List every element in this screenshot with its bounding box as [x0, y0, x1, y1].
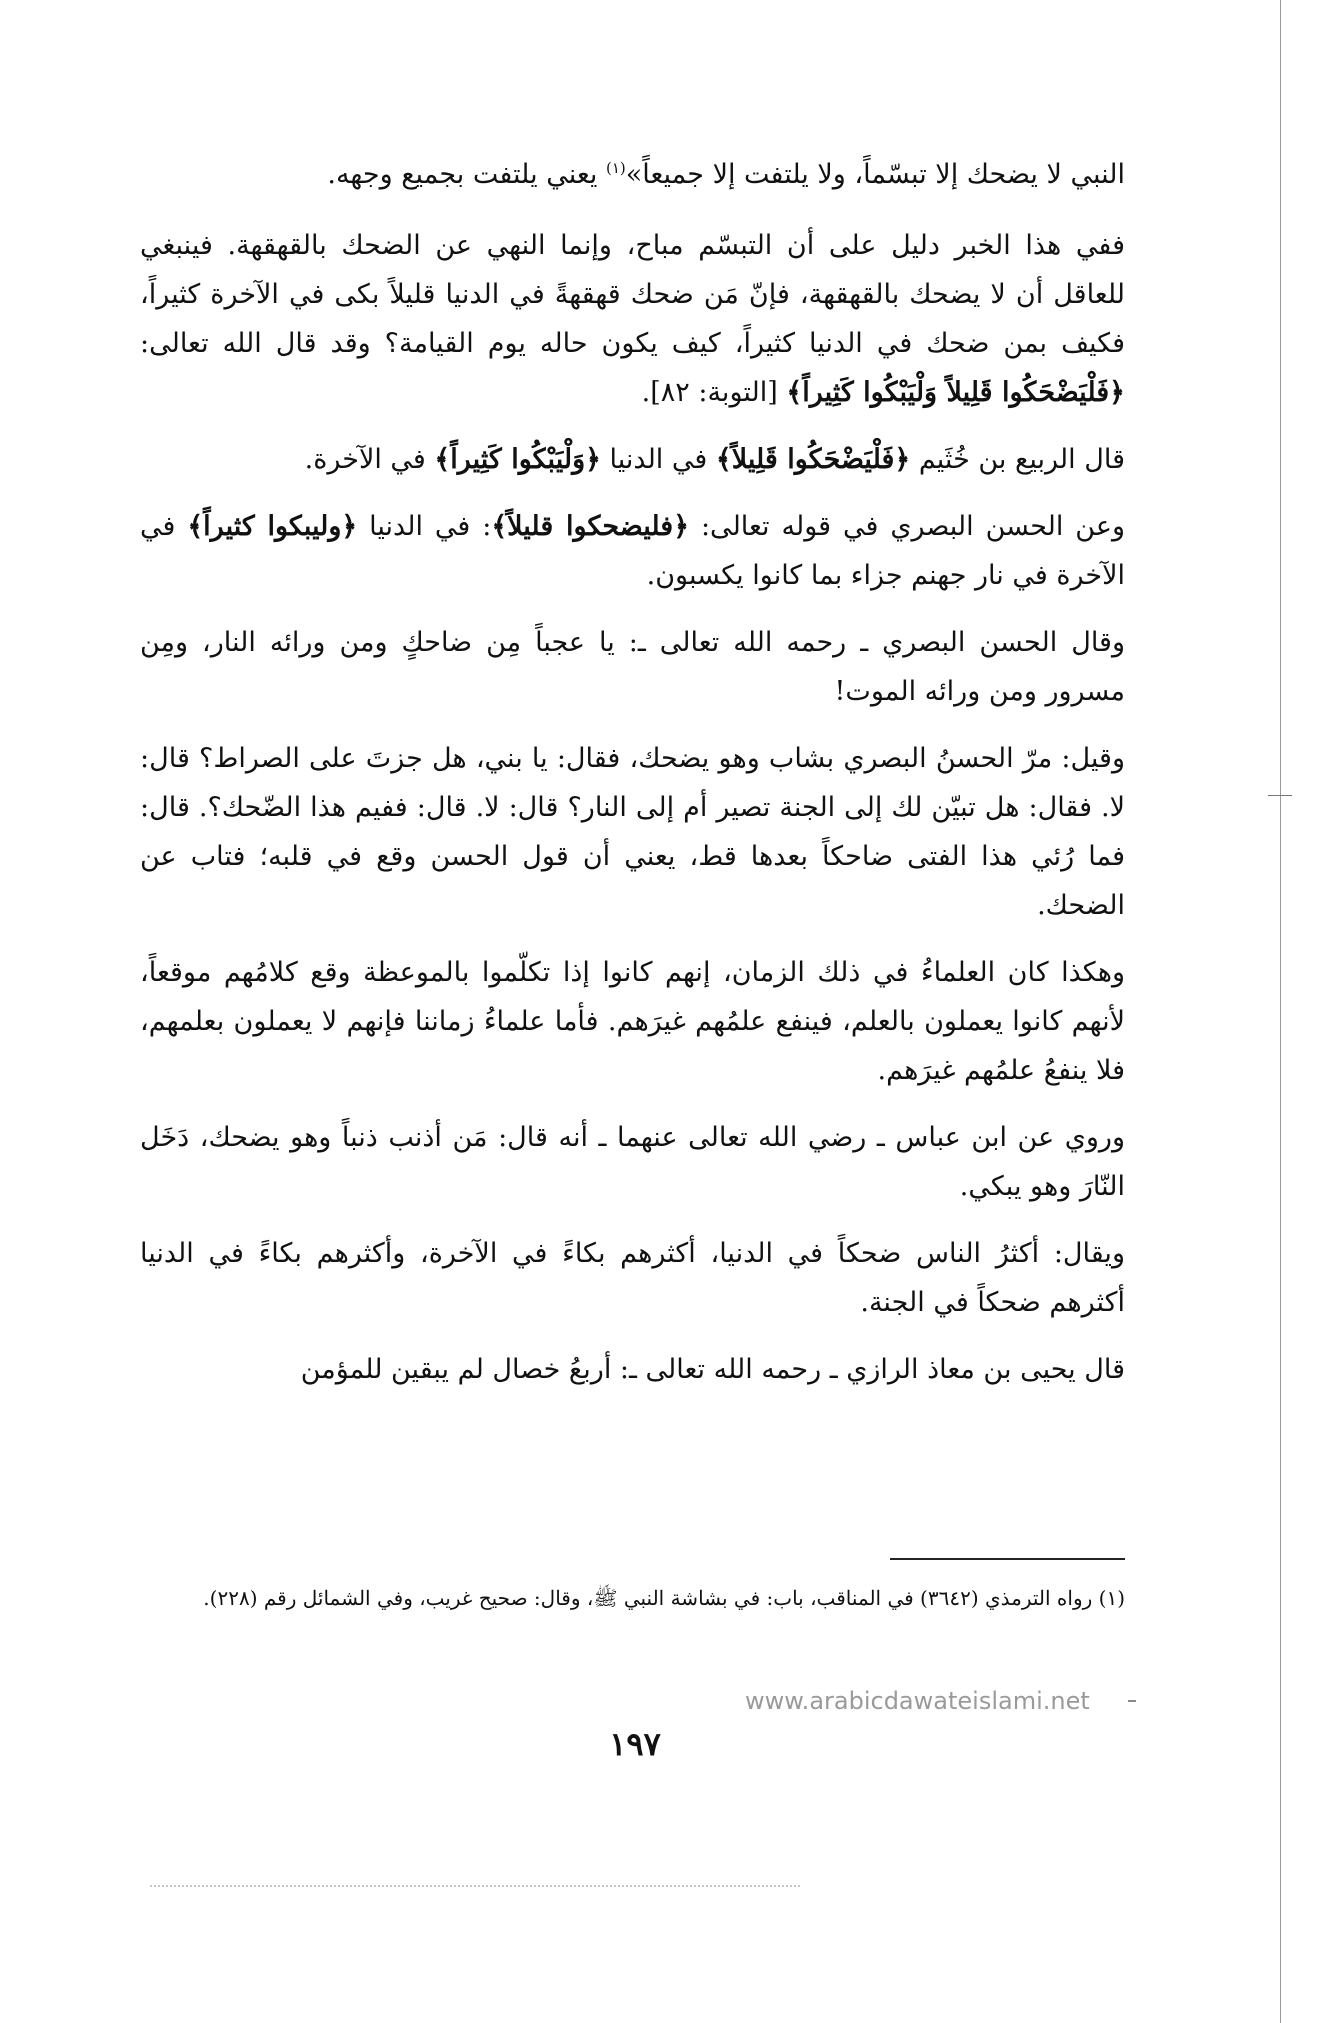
quran-verse: ﴿فَلْيَضْحَكُوا قَلِيلاً وَلْيَبْكُوا كَثِيراً﴾ [786, 377, 1125, 408]
page-edge-tick [1268, 795, 1292, 796]
paragraph-4: وعن الحسن البصري في قوله تعالى: ﴿فليضحكوا قليلاً﴾: في الدنيا ﴿وليبكوا كثيراً﴾ في الآخرة في نار جهنم جزاء بما كانوا يكسبون. [140, 511, 1126, 591]
paragraph-7: وهكذا كان العلماءُ في ذلك الزمان، إنهم كانوا إذا تكلّموا بالموعظة وقع كلامُهم موقعاً، لأنهم كانوا يعملون بالعلم، فينفع علمُهم غيرَهم. فأما علماءُ زماننا فإنهم لا يعملون بعلمهم، فلا ينفعُ علمُهم غيرَهم. [140, 957, 1125, 1086]
paragraph-1: النبي لا يضحك إلا تبسّماً، ولا يلتفت إلا جميعاً»$^{(١)}$ يعني يلتفت بجميع وجهه. [327, 159, 1125, 190]
quran-verse: ﴿فليضحكوا قليلاً﴾ [491, 511, 690, 542]
paragraph-5: وقال الحسن البصري ـ رحمه الله تعالى ـ: يا عجباً مِن ضاحكٍ ومن ورائه النار، ومِن مسرور ومن ورائه الموت! [140, 627, 1125, 707]
paragraph-2: ففي هذا الخبر دليل على أن التبسّم مباح، وإنما النهي عن الضحك بالقهقهة. فينبغي للعاقل أن لا يضحك بالقهقهة، فإنّ مَن ضحك قهقهةً في الدنيا قليلاً بكى في الآخرة كثيراً، فكيف بمن ضحك في الدنيا كثيراً، كيف يكون حاله يوم القيامة؟ وقد قال الله تعالى: ﴿فَلْيَضْحَكُوا قَلِيلاً وَلْيَبْكُوا كَثِيراً﴾ [التوبة: ٨٢]. [140, 230, 1125, 408]
paragraph-10: قال يحيى بن معاذ الرازي ـ رحمه الله تعالى ـ: أربعُ خصال لم يبقين للمؤمن [300, 1354, 1125, 1385]
footnote-marker[interactable]: (١) [605, 159, 626, 177]
main-text [140, 150, 1125, 1412]
quran-verse: ﴿فَلْيَضْحَكُوا قَلِيلاً﴾ [715, 444, 911, 475]
quran-verse: ﴿وَلْيَبْكُوا كَثِيراً﴾ [434, 444, 601, 475]
footnote-divider [890, 1558, 1125, 1560]
paragraph-3: قال الربيع بن خُثَيم ﴿فَلْيَضْحَكُوا قَلِيلاً﴾ في الدنيا ﴿وَلْيَبْكُوا كَثِيراً﴾ في الآخرة. [304, 444, 1125, 475]
quran-verse: ﴿وليبكوا كثيراً﴾ [187, 511, 358, 542]
page-number: ١٩٧ [609, 1725, 661, 1763]
paragraph-6: وقيل: مرّ الحسنُ البصري بشاب وهو يضحك، فقال: يا بني، هل جزتَ على الصراط؟ قال: لا. فقال: هل تبيّن لك إلى الجنة تصير أم إلى النار؟ قال: لا. قال: ففيم هذا الضّحك؟. قال: فما رُئي هذا الفتى ضاحكاً بعدها قط، يعني أن قول الحسن وقع في قلبه؛ فتاب عن الضحك. [140, 743, 1125, 921]
margin-dash [1128, 1700, 1136, 1702]
page-edge-line [1280, 0, 1281, 2023]
paragraph-8: وروي عن ابن عباس ـ رضي الله تعالى عنهما ـ أنه قال: مَن أذنب ذنباً وهو يضحك، دَخَل النّارَ وهو يبكي. [140, 1122, 1126, 1202]
scan-dotted-line [150, 1885, 800, 1887]
watermark-url: www.arabicdawateislami.net [745, 1687, 1090, 1715]
paragraph-9: ويقال: أكثرُ الناس ضحكاً في الدنيا، أكثرهم بكاءً في الآخرة، وأكثرهم بكاءً في الدنيا أكثرهم ضحكاً في الجنة. [140, 1238, 1125, 1318]
footnote: (١) رواه الترمذي (٣٦٤٢) في المناقب، باب: في بشاشة النبي ﷺ، وقال: صحيح غريب، وفي الشمائل رقم (٢٢٨). [203, 1586, 1125, 1610]
